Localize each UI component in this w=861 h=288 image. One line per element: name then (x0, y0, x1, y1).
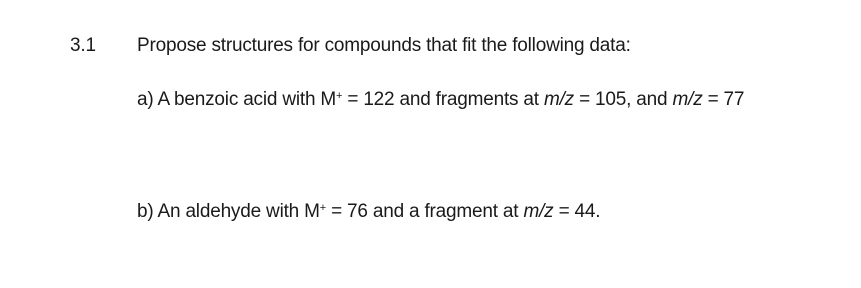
part-b-mz1: m/z (523, 201, 554, 222)
part-a-text (137, 88, 744, 112)
part-b-text (137, 200, 600, 224)
part-a-mz1: m/z (543, 89, 574, 110)
part-b-lead: b) An aldehyde with M (137, 201, 320, 222)
part-a-charge: + (336, 89, 343, 102)
part-b-mid1: = 76 and a fragment at (325, 201, 524, 222)
question-number: 3.1 (70, 35, 96, 56)
part-a-mid2: = 105, and (573, 89, 673, 110)
part-b-tail: = 44. (553, 201, 601, 222)
part-a-mz2: m/z (672, 89, 703, 110)
part-a-lead: a) A benzoic acid with M (137, 89, 337, 110)
part-a-mid1: = 122 and fragments at (342, 89, 544, 110)
question-prompt: Propose structures for compounds that fit the following data: (137, 35, 631, 56)
part-b-charge: + (319, 201, 326, 214)
part-a-tail: = 77 (702, 89, 745, 110)
